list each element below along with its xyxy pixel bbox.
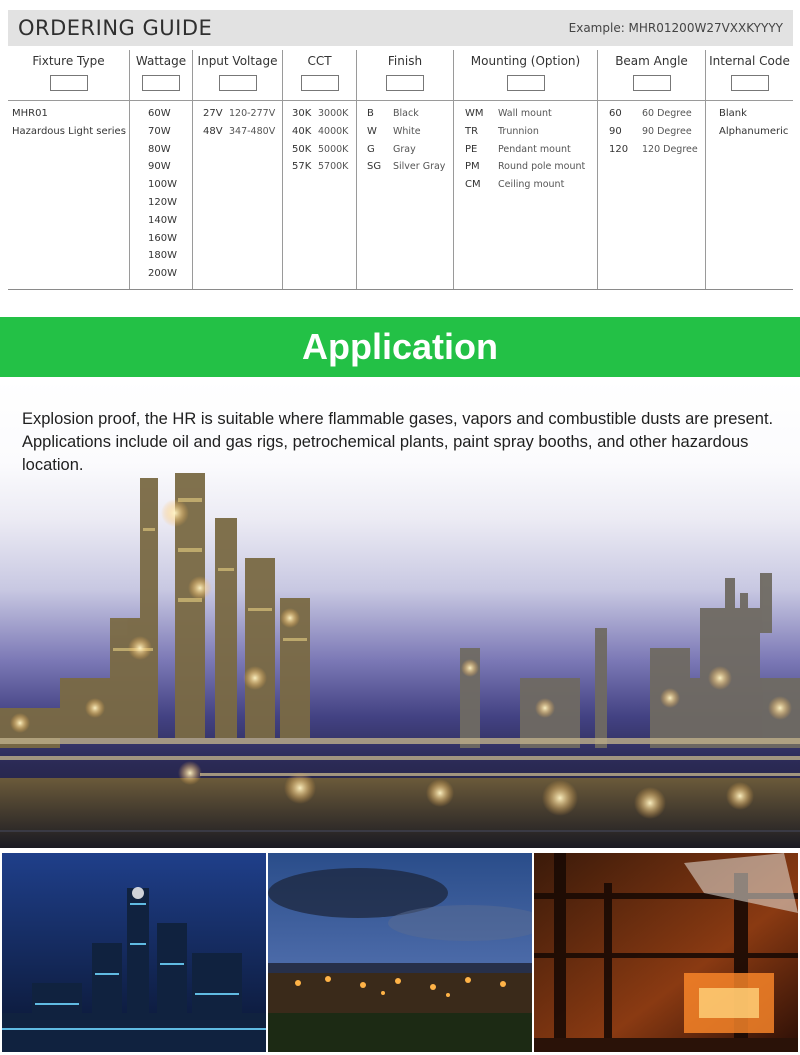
option-description: 120 Degree <box>642 143 698 155</box>
application-banner <box>0 317 800 377</box>
column-mounting <box>453 50 597 290</box>
option-description: Trunnion <box>498 125 539 137</box>
code-box <box>386 75 424 91</box>
code-box <box>731 75 769 91</box>
option-code: 200W <box>148 268 177 280</box>
option-code: 30K <box>292 108 312 119</box>
option-description: 120-277V <box>229 108 276 119</box>
option-code: MHR01 <box>12 108 48 119</box>
table-row <box>367 108 453 126</box>
option-code: 40K <box>292 125 312 137</box>
option-code: W <box>367 125 377 137</box>
code-box <box>301 75 339 91</box>
option-description: Black <box>393 108 419 119</box>
code-box <box>50 75 88 91</box>
industrial-interior-photo <box>534 853 798 1052</box>
code-box <box>507 75 545 91</box>
option-description: 5700K <box>318 161 349 173</box>
table-row <box>367 161 453 179</box>
table-row <box>465 179 597 197</box>
table-row <box>719 126 793 144</box>
option-code: PE <box>465 143 478 155</box>
option-code: Hazardous Light series <box>12 125 126 137</box>
table-row <box>609 108 705 126</box>
column-beam-angle <box>597 50 705 290</box>
code-box <box>142 75 180 91</box>
table-row <box>292 144 356 162</box>
column-header: Mounting (Option) <box>470 54 581 68</box>
column-wattage <box>129 50 192 290</box>
option-code: 80W <box>148 143 171 155</box>
table-row <box>203 108 282 126</box>
option-code: 70W <box>148 125 171 137</box>
plant-at-dusk-photo <box>268 853 532 1052</box>
table-row <box>367 126 453 144</box>
table-bottom-border <box>8 289 793 290</box>
table-row <box>292 126 356 144</box>
option-description: Pendant mount <box>498 143 571 155</box>
option-description: Round pole mount <box>498 161 586 173</box>
option-code: 60W <box>148 108 171 119</box>
option-code: 160W <box>148 232 177 244</box>
option-description: White <box>393 125 421 137</box>
table-row <box>148 268 192 286</box>
table-row <box>148 144 192 162</box>
option-description: 4000K <box>318 125 349 137</box>
option-description: 5000K <box>318 143 349 155</box>
ordering-guide-example: Example: MHR01200W27VXXKYYYY <box>568 21 783 35</box>
column-header: Finish <box>387 54 423 68</box>
refinery-night-photo <box>0 378 800 848</box>
table-row <box>148 197 192 215</box>
code-box <box>219 75 257 91</box>
option-code: 27V <box>203 108 223 119</box>
option-code: 90 <box>609 125 622 137</box>
table-row <box>719 108 793 126</box>
option-code: 120 <box>609 143 629 155</box>
table-row <box>12 126 129 144</box>
option-code: 180W <box>148 250 177 262</box>
option-code: 57K <box>292 161 312 173</box>
option-code: 90W <box>148 161 171 173</box>
option-code: 48V <box>203 125 223 137</box>
option-code: Alphanumeric <box>719 125 789 137</box>
option-description: 347-480V <box>229 125 276 137</box>
column-header: Input Voltage <box>197 54 278 68</box>
table-row <box>609 126 705 144</box>
option-description: 3000K <box>318 108 349 119</box>
column-internal-code <box>705 50 793 290</box>
table-row <box>292 161 356 179</box>
column-input-voltage <box>192 50 282 290</box>
application-description: Explosion proof, the HR is suitable where flammable gases, vapors and combustible dusts are present. Applications include oil and gas rigs, petrochemical plants, paint spray booths, and other hazardous location. <box>22 410 774 474</box>
option-description: 60 Degree <box>642 108 692 119</box>
plant-at-dusk-illustration <box>268 853 532 1052</box>
industrial-interior-illustration <box>534 853 798 1052</box>
table-row <box>465 126 597 144</box>
header-divider <box>8 100 793 101</box>
column-header: Beam Angle <box>615 54 688 68</box>
column-finish <box>356 50 453 290</box>
table-row <box>292 108 356 126</box>
column-header: Wattage <box>135 54 187 68</box>
option-code: 60 <box>609 108 622 119</box>
ordering-guide-title: ORDERING GUIDE <box>18 16 213 40</box>
option-code: TR <box>465 125 479 137</box>
column-fixture-type <box>8 50 129 290</box>
refinery-blue-photo <box>2 853 266 1052</box>
table-row <box>148 215 192 233</box>
option-description: Silver Gray <box>393 161 446 173</box>
option-code: 100W <box>148 179 177 191</box>
ordering-guide-header <box>8 10 793 46</box>
option-code: 120W <box>148 196 177 208</box>
option-code: 140W <box>148 214 177 226</box>
table-row <box>609 144 705 162</box>
option-description: Wall mount <box>498 108 552 119</box>
table-row <box>148 108 192 126</box>
option-code: G <box>367 143 375 155</box>
column-header: CCT <box>307 54 332 68</box>
option-description: Ceiling mount <box>498 179 565 191</box>
ordering-guide-table <box>8 50 793 290</box>
option-code: 50K <box>292 143 312 155</box>
table-row <box>465 108 597 126</box>
table-row <box>148 179 192 197</box>
application-title: Application <box>302 326 498 367</box>
option-description: Gray <box>393 143 416 155</box>
option-description: 90 Degree <box>642 125 692 137</box>
refinery-blue-illustration <box>2 853 266 1052</box>
column-header: Internal Code <box>709 54 790 68</box>
option-code: CM <box>465 179 481 191</box>
column-header: Fixture Type <box>32 54 105 68</box>
table-row <box>148 126 192 144</box>
table-row <box>12 108 129 126</box>
table-row <box>465 144 597 162</box>
table-row <box>465 161 597 179</box>
option-code: WM <box>465 108 484 119</box>
table-row <box>367 144 453 162</box>
option-code: Blank <box>719 108 747 119</box>
option-code: PM <box>465 161 480 173</box>
code-box <box>633 75 671 91</box>
option-code: SG <box>367 161 382 173</box>
table-row <box>203 126 282 144</box>
table-row <box>148 233 192 251</box>
table-row <box>148 250 192 268</box>
table-row <box>148 161 192 179</box>
column-cct <box>282 50 356 290</box>
option-code: B <box>367 108 374 119</box>
